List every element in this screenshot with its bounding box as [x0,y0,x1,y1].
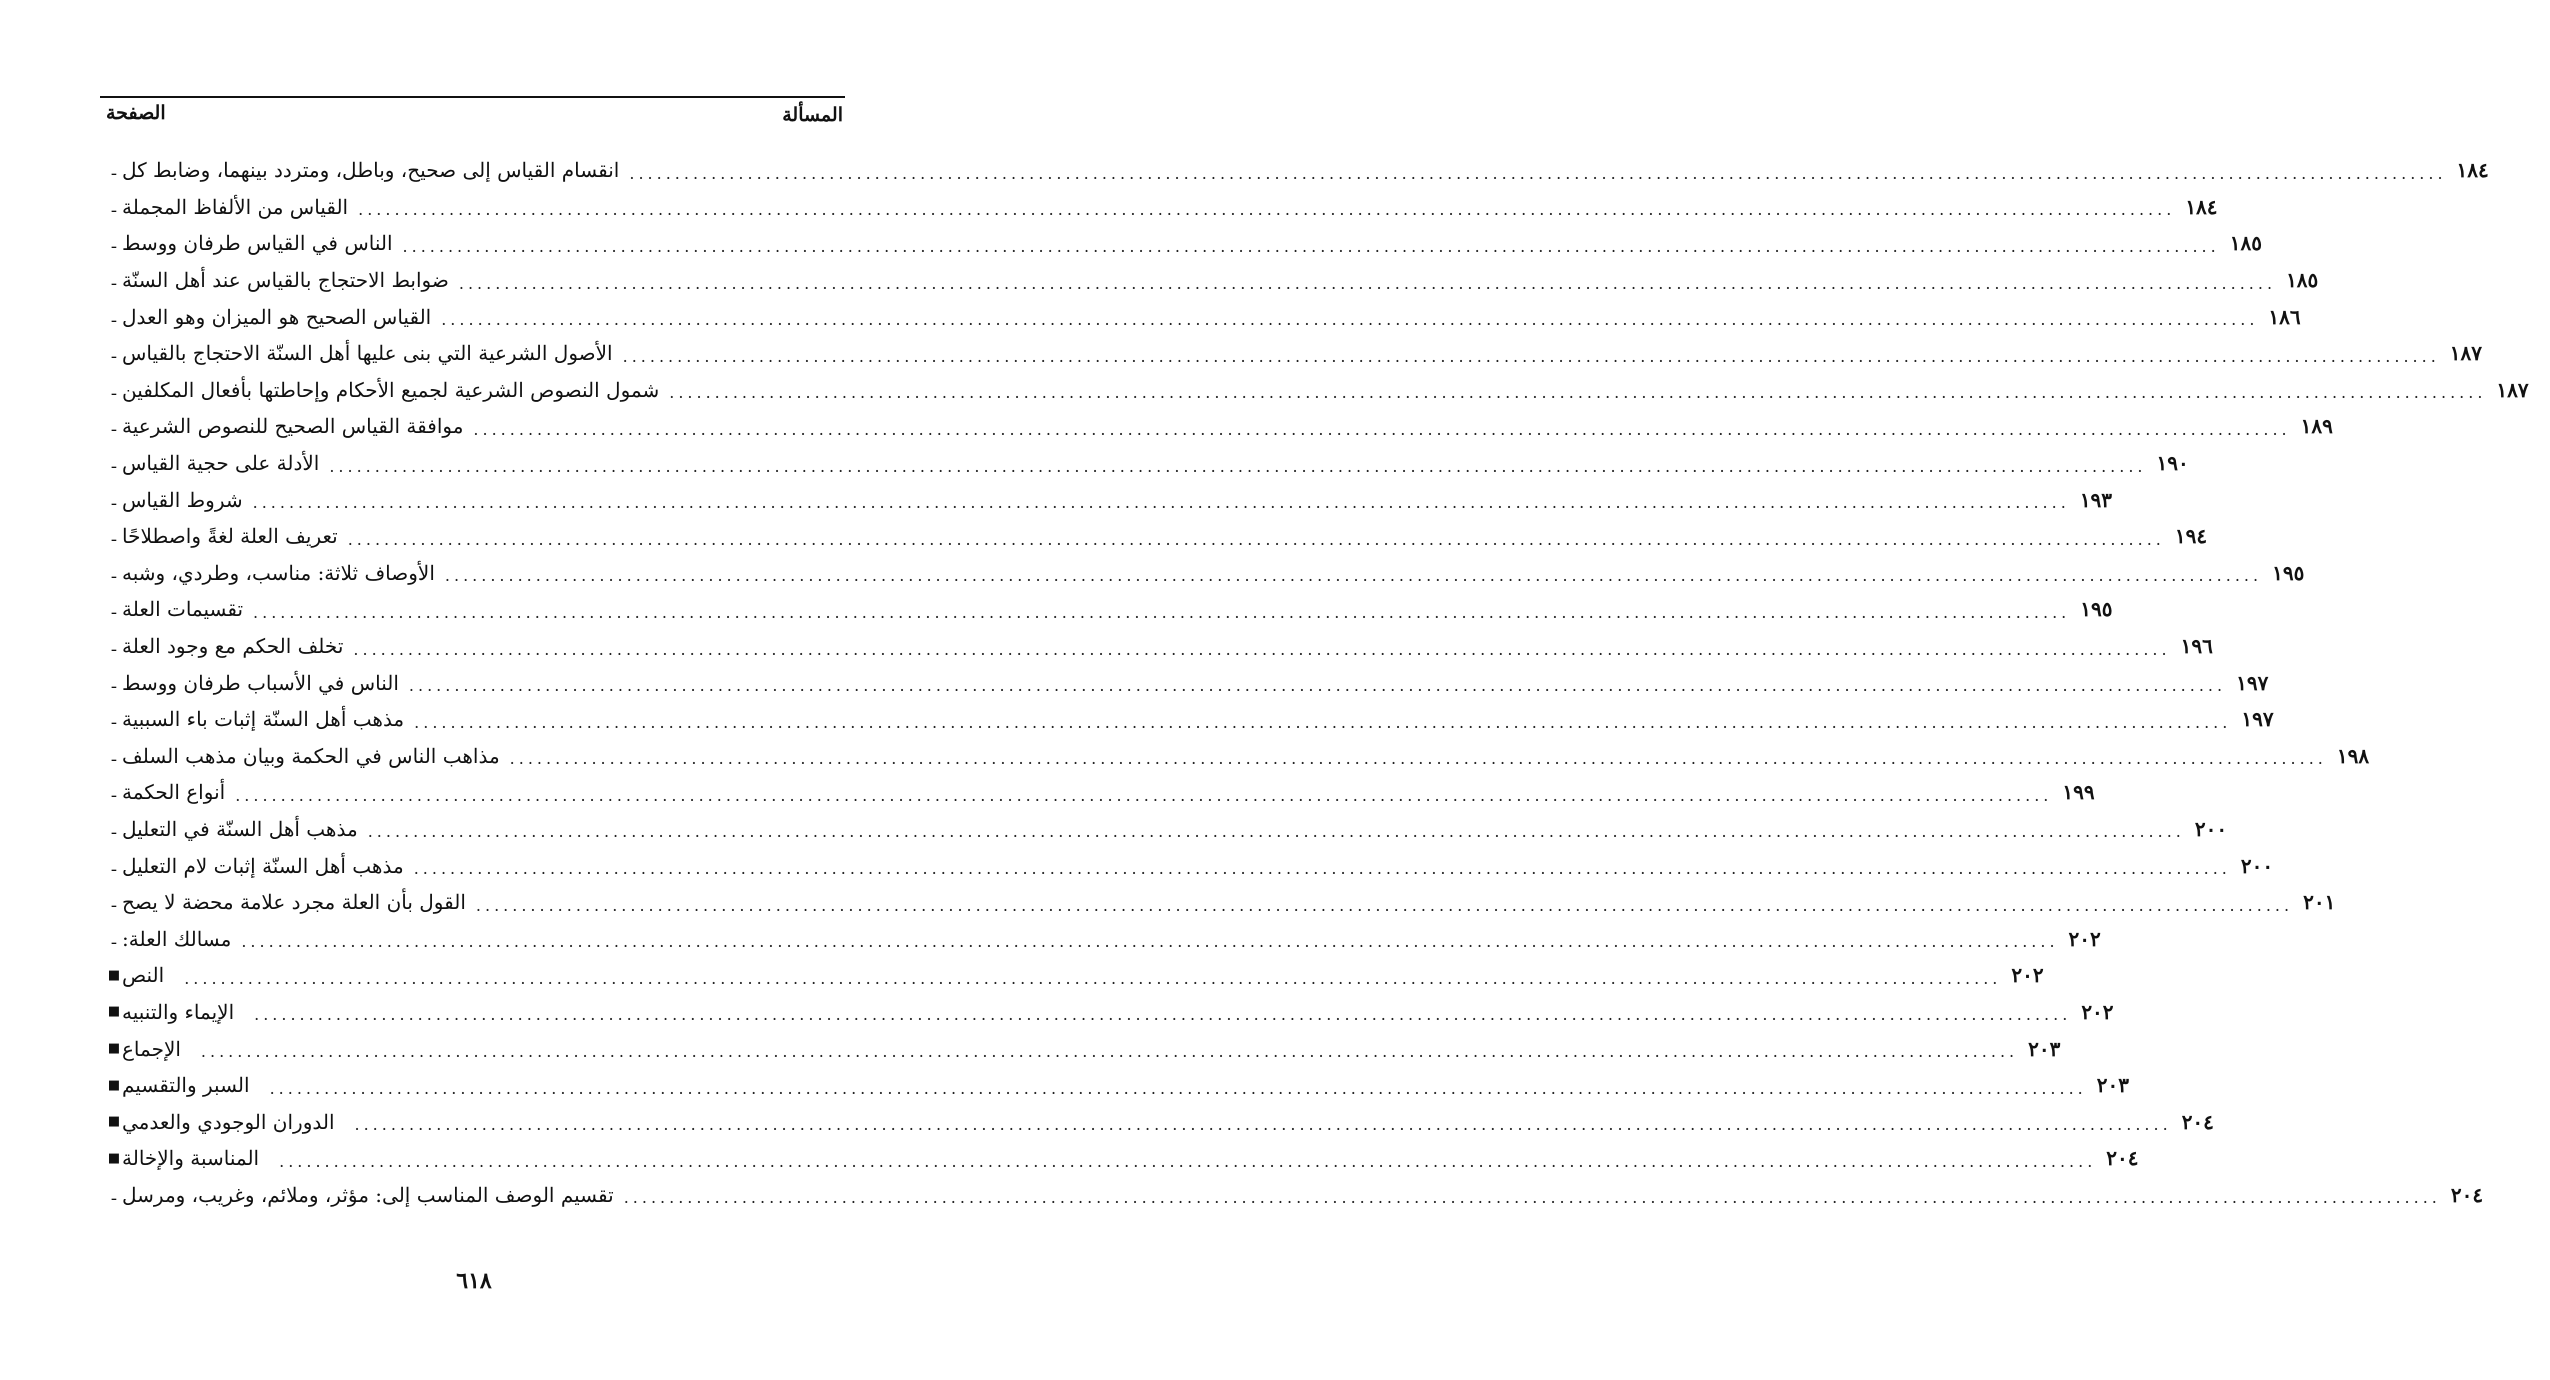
toc-entry-title: مذاهب الناس في الحكمة وبيان مذهب السلف [122,743,500,768]
toc-entry [100,335,2483,372]
toc-header [100,96,845,128]
square-bullet-icon: ■ [107,1041,121,1057]
toc-entry-title: تقسيمات العلة [122,597,244,622]
dash-bullet: ـ [111,893,117,912]
dot-leader: ........................................................................................................................................................................................................ [475,895,2294,915]
toc-entry-page: ٢٠٤ [2450,1182,2484,1207]
toc-entry-title: مذهب أهل السنّة إثبات باء السببية [122,707,405,732]
toc-entry-title: أنواع الحكمة [122,780,226,805]
dot-leader: ........................................................................................................................................................................................................ [408,676,2227,696]
toc-entry-page: ٢٠٢ [2081,999,2114,1024]
dot-leader: ........................................................................................................................................................................................................ [329,456,2147,476]
toc-entry-page: ٢٠٤ [2181,1109,2214,1134]
toc-entry-page: ١٨٩ [2300,414,2333,439]
dash-bullet: ـ [111,563,117,582]
dash-bullet: ـ [111,490,117,509]
toc-entry [100,920,2101,957]
toc-entry-page: ١٩٦ [2180,634,2213,659]
dot-leader: ........................................................................................................................................................................................................ [444,566,2263,586]
toc-entry-page: ٢٠٣ [2028,1036,2061,1061]
dot-leader: ........................................................................................................................................................................................................ [347,529,2165,549]
dash-bullet: ـ [111,380,117,399]
toc-entry-title: ضوابط الاحتجاج بالقياس عند أهل السنّة [122,268,449,293]
toc-entry-page: ٢٠٣ [2096,1073,2129,1098]
dash-bullet: ـ [111,307,117,326]
dot-leader: ........................................................................................................................................................................................................ [241,932,2059,952]
toc-entry-title: النص [122,963,165,988]
toc-entry-title: مذهب أهل السنّة إثبات لام التعليل [122,853,404,878]
toc-entry-title: موافقة القياس الصحيح للنصوص الشرعية [122,414,464,439]
dot-leader: ........................................................................................................................................................................................................ [184,968,2002,988]
toc-entry-page: ١٩٠ [2156,451,2189,476]
toc-entry [100,1103,2214,1140]
dash-bullet: ـ [111,344,117,363]
toc-entry [100,847,2274,884]
dot-leader: ........................................................................................................................................................................................................ [413,859,2231,879]
dot-leader: ........................................................................................................................................................................................................ [402,236,2220,256]
dash-bullet: ـ [111,234,117,253]
toc-entry-page: ١٩٩ [2062,780,2095,805]
toc-entry [100,1177,2484,1214]
toc-entry-title: الناس في القياس طرفان ووسط [122,231,393,256]
toc-entry-page: ١٨٧ [2449,341,2483,366]
toc-entry-page: ١٨٥ [2286,268,2319,293]
dot-leader: ........................................................................................................................................................................................................ [269,1078,2087,1098]
dash-bullet: ـ [111,527,117,546]
toc-entry-title: تقسيم الوصف المناسب إلى: مؤثر، وملائم، وغريب، ومرسل [122,1182,614,1207]
dash-bullet: ـ [111,454,117,473]
toc-entry [100,1140,2139,1177]
dash-bullet: ـ [111,417,117,436]
toc-entry-page: ١٨٦ [2268,304,2301,329]
toc-entry [100,555,2305,592]
square-bullet-icon: ■ [107,1004,121,1020]
toc-entry [100,664,2269,701]
toc-entry-title: انقسام القياس إلى صحيح، وباطل، ومتردد بينهما، وضابط كل [122,158,620,183]
dash-bullet: ـ [111,819,117,838]
toc-entry-title: القياس الصحيح هو الميزان وهو العدل [122,304,432,329]
dot-leader: ........................................................................................................................................................................................................ [473,419,2291,439]
dash-bullet: ـ [111,783,117,802]
header-issue-label: المسألة [782,104,843,126]
toc-entry-page: ٢٠٤ [2106,1146,2139,1171]
toc-entry-page: ١٨٥ [2229,231,2262,256]
dot-leader: ........................................................................................................................................................................................................ [252,493,2070,513]
toc-entry-page: ١٩٣ [2079,487,2113,512]
toc-entry-title: شمول النصوص الشرعية لجميع الأحكام وإحاطتها بأفعال المكلفين [122,377,660,402]
toc-entry-page: ٢٠٢ [2011,963,2044,988]
dash-bullet: ـ [111,271,117,290]
dash-bullet: ـ [111,161,117,180]
toc-entry [100,298,2301,335]
dot-leader: ........................................................................................................................................................................................................ [200,1042,2019,1062]
dot-leader: ........................................................................................................................................................................................................ [353,639,2171,659]
toc-entry [100,481,2113,518]
toc-entry-title: الناس في الأسباب طرفان ووسط [122,670,399,695]
dash-bullet: ـ [111,710,117,729]
toc-entry-title: شروط القياس [122,487,243,512]
toc-entry-page: ٢٠٢ [2068,926,2101,951]
toc-entry [100,1030,2061,1067]
toc-entry-page: ١٩٧ [2236,670,2269,695]
toc-entry-title: تعريف العلة لغةً واصطلاحًا [122,524,338,549]
toc-entry [100,591,2113,628]
dot-leader: ........................................................................................................................................................................................................ [279,1151,2097,1171]
toc-entry-page: ١٨٤ [2185,194,2218,219]
toc-entry [100,408,2333,445]
dash-bullet: ـ [111,197,117,216]
toc-entry-page: ١٩٧ [2241,707,2274,732]
toc-entry-title: الإيماء والتنبيه [122,999,235,1024]
toc-entry [100,738,2370,775]
square-bullet-icon: ■ [107,1114,121,1130]
dash-bullet: ـ [111,929,117,948]
toc-entry [100,152,2489,189]
dot-leader: ........................................................................................................................................................................................................ [354,1115,2172,1135]
toc-entry [100,262,2319,299]
toc-entry-page: ٢٠١ [2303,890,2336,915]
toc-entry-title: الدوران الوجودي والعدمي [122,1109,335,1134]
toc-entry [100,225,2262,262]
toc-entry-page: ١٨٤ [2456,158,2489,183]
toc-list [100,152,2529,1213]
toc-entry-page: ١٩٥ [2272,560,2305,585]
dash-bullet: ـ [111,673,117,692]
dot-leader: ........................................................................................................................................................................................................ [623,1188,2441,1208]
dot-leader: ........................................................................................................................................................................................................ [622,346,2440,366]
toc-entry-title: الأصول الشرعية التي بنى عليها أهل السنّة الاحتجاج بالقياس [122,341,613,366]
toc-entry-title: تخلف الحكم مع وجود العلة [122,634,344,659]
page-number: ٦١٨ [456,1268,492,1294]
square-bullet-icon: ■ [107,1150,121,1166]
dash-bullet: ـ [111,1185,117,1204]
toc-entry-page: ١٩٤ [2174,524,2208,549]
toc-entry [100,884,2336,921]
toc-entry [100,518,2208,555]
dot-leader: ........................................................................................................................................................................................................ [629,163,2447,183]
toc-entry [100,628,2213,665]
toc-entry [100,372,2529,409]
toc-entry-page: ١٩٨ [2336,743,2370,768]
toc-entry-page: ١٨٧ [2496,377,2529,402]
toc-entry-title: الأدلة على حجية القياس [122,451,320,476]
toc-entry [100,811,2228,848]
dash-bullet: ـ [111,600,117,619]
square-bullet-icon: ■ [107,967,121,983]
dot-leader: ........................................................................................................................................................................................................ [458,273,2277,293]
header-page-label: الصفحة [106,102,166,124]
toc-entry-page: ٢٠٠ [2194,816,2228,841]
dot-leader: ........................................................................................................................................................................................................ [358,200,2176,220]
toc-entry-title: مسالك العلة: [122,926,232,951]
toc-entry [100,701,2274,738]
toc-entry [100,957,2044,994]
toc-entry-title: السبر والتقسيم [122,1073,250,1098]
dot-leader: ........................................................................................................................................................................................................ [414,712,2232,732]
dash-bullet: ـ [111,746,117,765]
toc-entry-title: المناسبة والإخالة [122,1146,260,1171]
dot-leader: ........................................................................................................................................................................................................ [669,383,2487,403]
toc-entry-title: مذهب أهل السنّة في التعليل [122,816,358,841]
dot-leader: ........................................................................................................................................................................................................ [235,785,2053,805]
toc-entry-title: الإجماع [122,1036,181,1061]
dot-leader: ........................................................................................................................................................................................................ [509,749,2327,769]
toc-entry [100,774,2095,811]
dot-leader: ........................................................................................................................................................................................................ [367,822,2185,842]
toc-entry-title: القول بأن العلة مجرد علامة محضة لا يصح [122,890,466,915]
toc-entry-page: ١٩٥ [2080,597,2113,622]
toc-entry [100,445,2189,482]
dot-leader: ........................................................................................................................................................................................................ [441,310,2259,330]
toc-entry [100,189,2218,226]
dash-bullet: ـ [111,856,117,875]
dot-leader: ........................................................................................................................................................................................................ [253,602,2071,622]
dot-leader: ........................................................................................................................................................................................................ [254,1005,2072,1025]
toc-entry-title: الأوصاف ثلاثة: مناسب، وطردي، وشبه [122,560,435,585]
dash-bullet: ـ [111,637,117,656]
square-bullet-icon: ■ [107,1077,121,1093]
toc-entry-title: القياس من الألفاظ المجملة [122,194,349,219]
toc-entry [100,1067,2129,1104]
toc-entry [100,994,2114,1031]
toc-entry-page: ٢٠٠ [2240,853,2274,878]
